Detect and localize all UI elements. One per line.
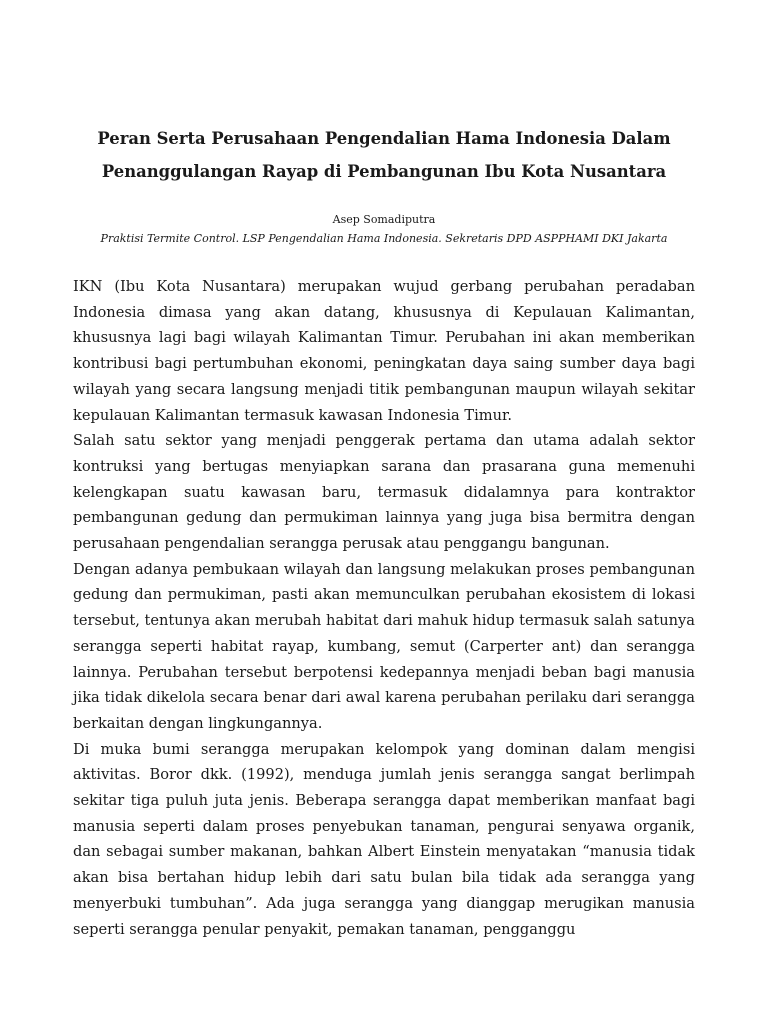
paragraph: Di muka bumi serangga merupakan kelompok yang dominan dalam mengisi aktivitas. Boror dkk. (1992), menduga jumlah jenis serangga sangat berlimpah sekitar tiga puluh juta jenis. Beberapa serangga dapat memberikan manfaat bagi manusia seperti dalam proses penyebukan tanaman, pengurai senyawa organik, dan sebagai sumber makanan, bahkan Albert Einstein menyatakan “manusia tidak akan bisa bertahan hidup lebih dari satu bulan bila tidak ada serangga yang menyerbuki tumbuhan”. Ada juga serangga yang dianggap merugikan manusia seperti serangga penular penyakit, pemakan tanaman, pengganggu (73, 740, 695, 938)
title-line-2: Penanggulangan Rayap di Pembangunan Ibu Kota Nusantara (101, 162, 667, 181)
paragraph: IKN (Ibu Kota Nusantara) merupakan wujud gerbang perubahan peradaban Indonesia dimasa yang akan datang, khususnya di Kepulauan Kalimantan, khususnya lagi bagi wilayah Kalimantan Timur. Perubahan ini akan memberikan kontribusi bagi pertumbuhan ekonomi, peningkatan daya saing sumber daya bagi wilayah yang secara langsung menjadi titik pembangunan maupun wilayah sekitar kepulauan Kalimantan termasuk kawasan Indonesia Timur. (73, 278, 695, 424)
paragraph: Salah satu sektor yang menjadi penggerak pertama dan utama adalah sektor kontruksi yang bertugas menyiapkan sarana dan prasarana guna memenuhi kelengkapan suatu kawasan baru, termasuk didalamnya para kontraktor pembangunan gedung dan permukiman lainnya yang juga bisa bermitra dengan perusahaan pengendalian serangga perusak atau penggangu bangunan. (73, 432, 695, 553)
document-body (73, 274, 695, 942)
title-line-1: Peran Serta Perusahaan Pengendalian Hama Indonesia Dalam (97, 129, 671, 148)
document-title (73, 122, 695, 188)
author-affiliation: Praktisi Termite Control. LSP Pengendalian Hama Indonesia. Sekretaris DPD ASPPHAMI DKI Jakarta (100, 232, 668, 245)
paragraph: Dengan adanya pembukaan wilayah dan langsung melakukan proses pembangunan gedung dan permukiman, pasti akan memunculkan perubahan ekosistem di lokasi tersebut, tentunya akan merubah habitat dari mahuk hidup termasuk salah satunya serangga seperti habitat rayap, kumbang, semut (Carperter ant) dan serangga lainnya. Perubahan tersebut berpotensi kedepannya menjadi beban bagi manusia jika tidak dikelola secara benar dari awal karena perubahan perilaku dari serangga berkaitan dengan lingkungannya. (73, 560, 695, 732)
author-name: Asep Somadiputra (332, 213, 436, 226)
